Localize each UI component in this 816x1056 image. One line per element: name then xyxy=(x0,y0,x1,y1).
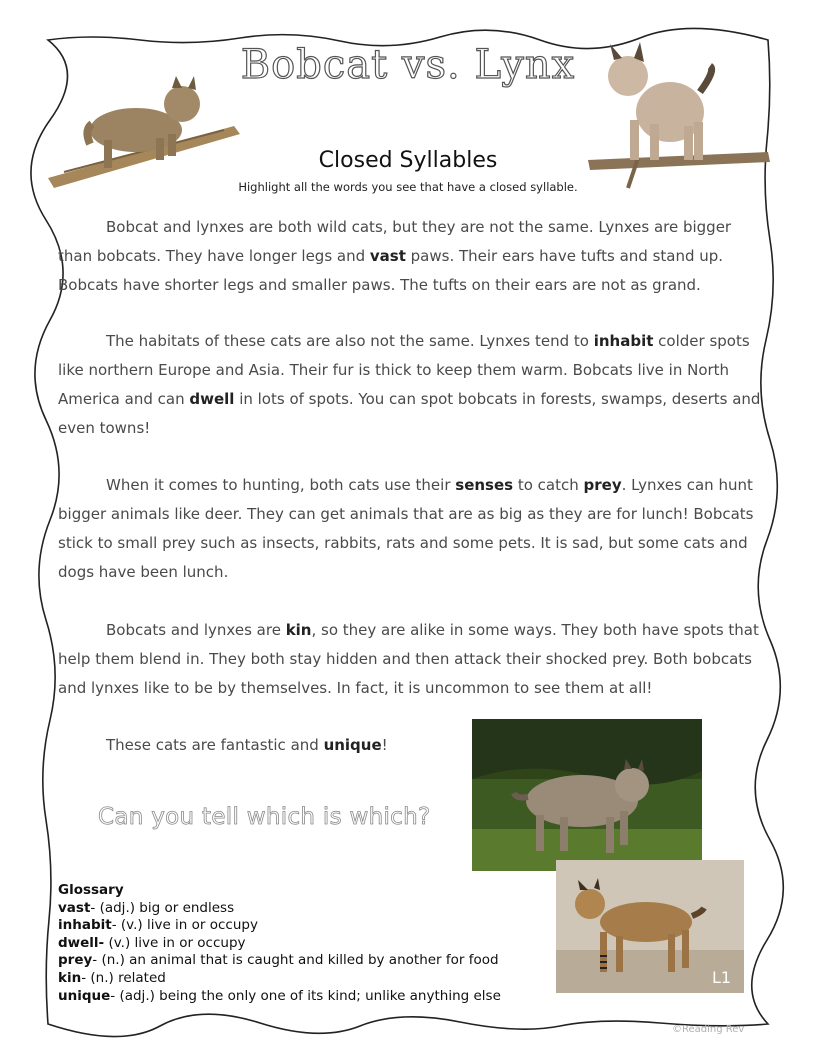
text-run: , so they are alike in some ways. They both have spots that help them blend in. They both stay hidden and then attack their shocked prey. Both bobcats and lynxes like to be by themselves. In fact, it is uncommon to see them at all! xyxy=(58,621,759,697)
paragraph-1 xyxy=(58,213,762,300)
text-run: ! xyxy=(381,736,388,754)
copyright-notice: ©Reading Rev xyxy=(672,1024,745,1035)
which-is-which-question: Can you tell which is which? xyxy=(98,804,431,830)
instructions: Highlight all the words you see that have a closed syllable. xyxy=(238,180,578,194)
text-run: colder spots like northern Europe and Asia. Their fur is thick to keep them warm. Bobcats live in North America and can xyxy=(58,332,750,408)
vocab-word: kin xyxy=(285,621,312,639)
vocab-word: dwell xyxy=(189,390,235,408)
glossary-entry: unique- (adj.) being the only one of its kind; unlike anything else xyxy=(58,987,501,1004)
paragraph-2 xyxy=(58,327,762,443)
glossary-entry: kin- (n.) related xyxy=(58,969,166,986)
text-run: . Lynxes can hunt bigger animals like deer. They can get animals that are as big as they are for lunch! Bobcats stick to small prey such as insects, rabbits, rats and some pets. It is sad, but some cats and dogs have been lunch. xyxy=(58,476,754,581)
vocab-word: unique xyxy=(323,736,382,754)
glossary-entry: vast- (adj.) big or endless xyxy=(58,899,235,916)
text-run: Bobcat and lynxes are both wild cats, but they are not the same. Lynxes are bigger than bobcats. They have longer legs and xyxy=(58,218,732,265)
glossary-entry: prey- (n.) an animal that is caught and killed by another for food xyxy=(58,952,499,969)
text-run: to catch xyxy=(513,476,584,494)
glossary xyxy=(58,882,538,1005)
paragraph-4 xyxy=(58,616,762,703)
section-subtitle: Closed Syllables xyxy=(318,148,498,173)
bobcat-grass-photo xyxy=(472,719,702,871)
vocab-word: senses xyxy=(455,476,514,494)
text-run: paws. Their ears have tufts and stand up. Bobcats have shorter legs and smaller paws. The tufts on their ears are not as grand. xyxy=(58,247,724,294)
glossary-entry: inhabit- (v.) live in or occupy xyxy=(58,917,258,934)
vocab-word: vast xyxy=(369,247,406,265)
paragraph-5 xyxy=(58,731,458,760)
text-run: in lots of spots. You can spot bobcats in forests, swamps, deserts and even towns! xyxy=(58,390,761,437)
page-title: Bobcat vs. Lynx xyxy=(240,42,576,88)
vocab-word: prey xyxy=(583,476,622,494)
text-run: The habitats of these cats are also not the same. Lynxes tend to xyxy=(106,332,594,350)
level-label: L1 xyxy=(712,968,732,987)
text-run: When it comes to hunting, both cats use their xyxy=(106,476,456,494)
paragraph-3 xyxy=(58,471,762,587)
vocab-word: inhabit xyxy=(593,332,654,350)
glossary-heading: Glossary xyxy=(58,882,124,898)
text-run: These cats are fantastic and xyxy=(106,736,324,754)
glossary-entry: dwell- (v.) live in or occupy xyxy=(58,934,246,951)
text-run: Bobcats and lynxes are xyxy=(106,621,286,639)
